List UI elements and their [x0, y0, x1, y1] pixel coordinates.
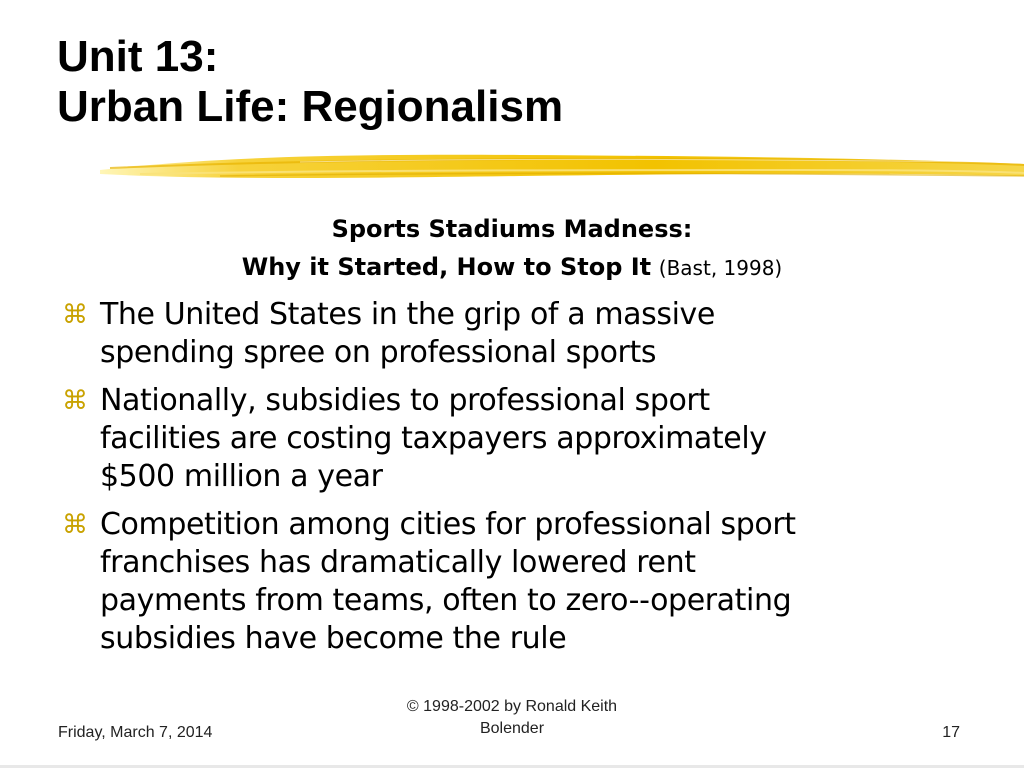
- command-key-bullet-icon: ⌘: [62, 300, 88, 330]
- title-line-2: Urban Life: Regionalism: [57, 82, 564, 131]
- command-key-bullet-icon: ⌘: [62, 386, 88, 416]
- bullet-list: [62, 296, 962, 668]
- subtitle-line-1: Sports Stadiums Madness:: [331, 215, 693, 243]
- yellow-brush-stroke: [100, 146, 1024, 188]
- footer-copyright: [352, 696, 672, 740]
- title-line-1: Unit 13:: [57, 32, 219, 81]
- bullet-text-line: spending spree on professional sports: [100, 335, 657, 370]
- subtitle-citation: (Bast, 1998): [658, 256, 783, 280]
- slide-title: [57, 32, 563, 132]
- bullet-item: [62, 296, 962, 372]
- bullet-item: [62, 506, 962, 658]
- slide-subtitle: [0, 210, 1024, 287]
- footer-date: Friday, March 7, 2014: [58, 724, 213, 741]
- bullet-text-line: subsidies have become the rule: [100, 621, 567, 656]
- command-key-bullet-icon: ⌘: [62, 510, 88, 540]
- bullet-item: [62, 382, 962, 496]
- subtitle-line-2: Why it Started, How to Stop It: [241, 253, 652, 281]
- copyright-line-2: Bolender: [479, 720, 545, 737]
- bullet-text-line: payments from teams, often to zero--operating: [100, 583, 792, 618]
- bullet-text-line: franchises has dramatically lowered rent: [100, 545, 696, 580]
- copyright-line-1: © 1998-2002 by Ronald Keith: [406, 698, 618, 715]
- bullet-text-line: facilities are costing taxpayers approximately: [100, 421, 767, 456]
- bullet-text-line: Nationally, subsidies to professional sport: [100, 383, 710, 418]
- bullet-text-line: The United States in the grip of a massive: [100, 297, 715, 332]
- page-number: 17: [942, 724, 960, 741]
- bullet-text-line: Competition among cities for professional sport: [100, 507, 796, 542]
- bullet-text-line: $500 million a year: [100, 459, 383, 494]
